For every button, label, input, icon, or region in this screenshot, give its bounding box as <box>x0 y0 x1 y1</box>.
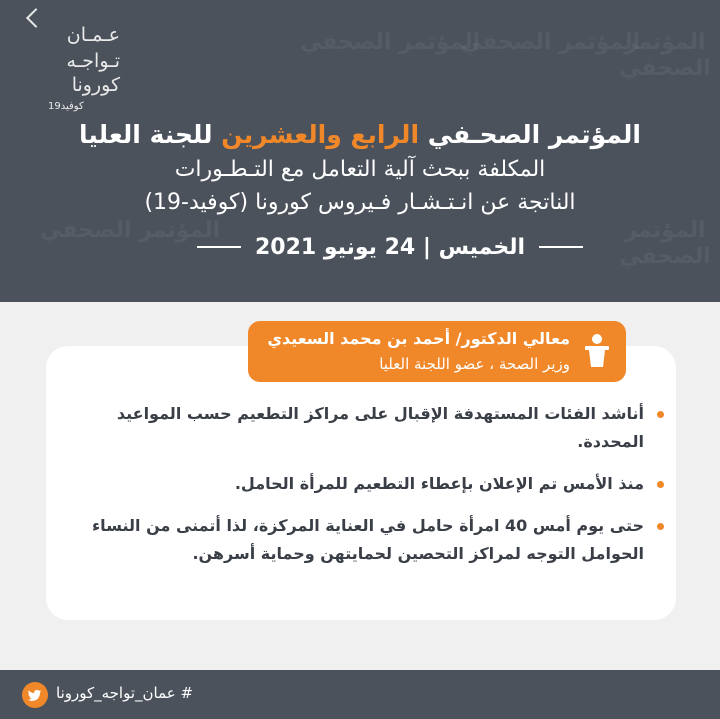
watermark-text: المؤتمر الصحفي <box>460 30 641 55</box>
logo-bracket-icon <box>26 8 46 28</box>
speaker-name: معالي الدكتور/ أحمد بن محمد السعيدي <box>267 329 570 348</box>
watermark-text: المؤتمر الصحفي <box>300 30 481 55</box>
twitter-icon[interactable] <box>22 682 48 708</box>
footer-bar <box>0 670 720 719</box>
divider <box>197 246 241 248</box>
logo-line2: تـواجـه <box>66 50 120 72</box>
date-row <box>190 230 590 264</box>
divider <box>539 246 583 248</box>
conference-date: الخميس | 24 يونيو 2021 <box>254 234 526 260</box>
header-banner <box>0 0 720 302</box>
bullet-icon <box>657 523 664 530</box>
title-line3: الناتجة عن انـتـشـار فـيروس كورونا (كوفيد-19) <box>144 190 576 215</box>
bullet-icon <box>657 481 664 488</box>
list-item <box>70 400 666 456</box>
podium-speaker-icon <box>582 333 612 369</box>
title-accent: الرابع والعشرين <box>221 120 420 149</box>
title-prefix: المؤتمر الصحـفي <box>427 120 641 149</box>
list-item <box>70 512 666 568</box>
watermark-text: المؤتمر الصحفي <box>619 218 711 270</box>
list-item-text: منذ الأمس تم الإعلان بإعطاء التطعيم للمرأة الحامل. <box>234 474 644 493</box>
title-suffix: للجنة العليا <box>79 120 213 149</box>
list-item <box>70 470 666 498</box>
campaign-hashtag[interactable]: # عمان_تواجه_كورونا <box>56 684 194 702</box>
campaign-logo <box>26 18 126 112</box>
watermark-text: المؤتمر الصحفي <box>619 30 711 82</box>
speaker-badge <box>248 321 626 382</box>
title-line2: المكلفة ببحث آلية التعامل مع التـطـورات <box>174 157 546 182</box>
statement-list <box>70 400 666 582</box>
list-item-text: حتى يوم أمس 40 امرأة حامل في العناية المركزة، لذا أتمنى من النساء الحوامل التوجه لمراكز التحصين لحمايتهن وحماية أسرهن. <box>92 516 644 563</box>
title-line1 <box>40 120 680 149</box>
watermark-text: المؤتمر الصحفي <box>40 218 221 243</box>
logo-line3: كورونا <box>71 74 120 96</box>
speaker-role: وزير الصحة ، عضو اللجنة العليا <box>379 355 570 373</box>
logo-line4: كوفيد19 <box>48 101 84 112</box>
logo-line1: عـمـان <box>66 24 120 46</box>
list-item-text: أناشد الفئات المستهدفة الإقبال على مراكز التطعيم حسب المواعيد المحددة. <box>116 404 644 451</box>
bullet-icon <box>657 411 664 418</box>
